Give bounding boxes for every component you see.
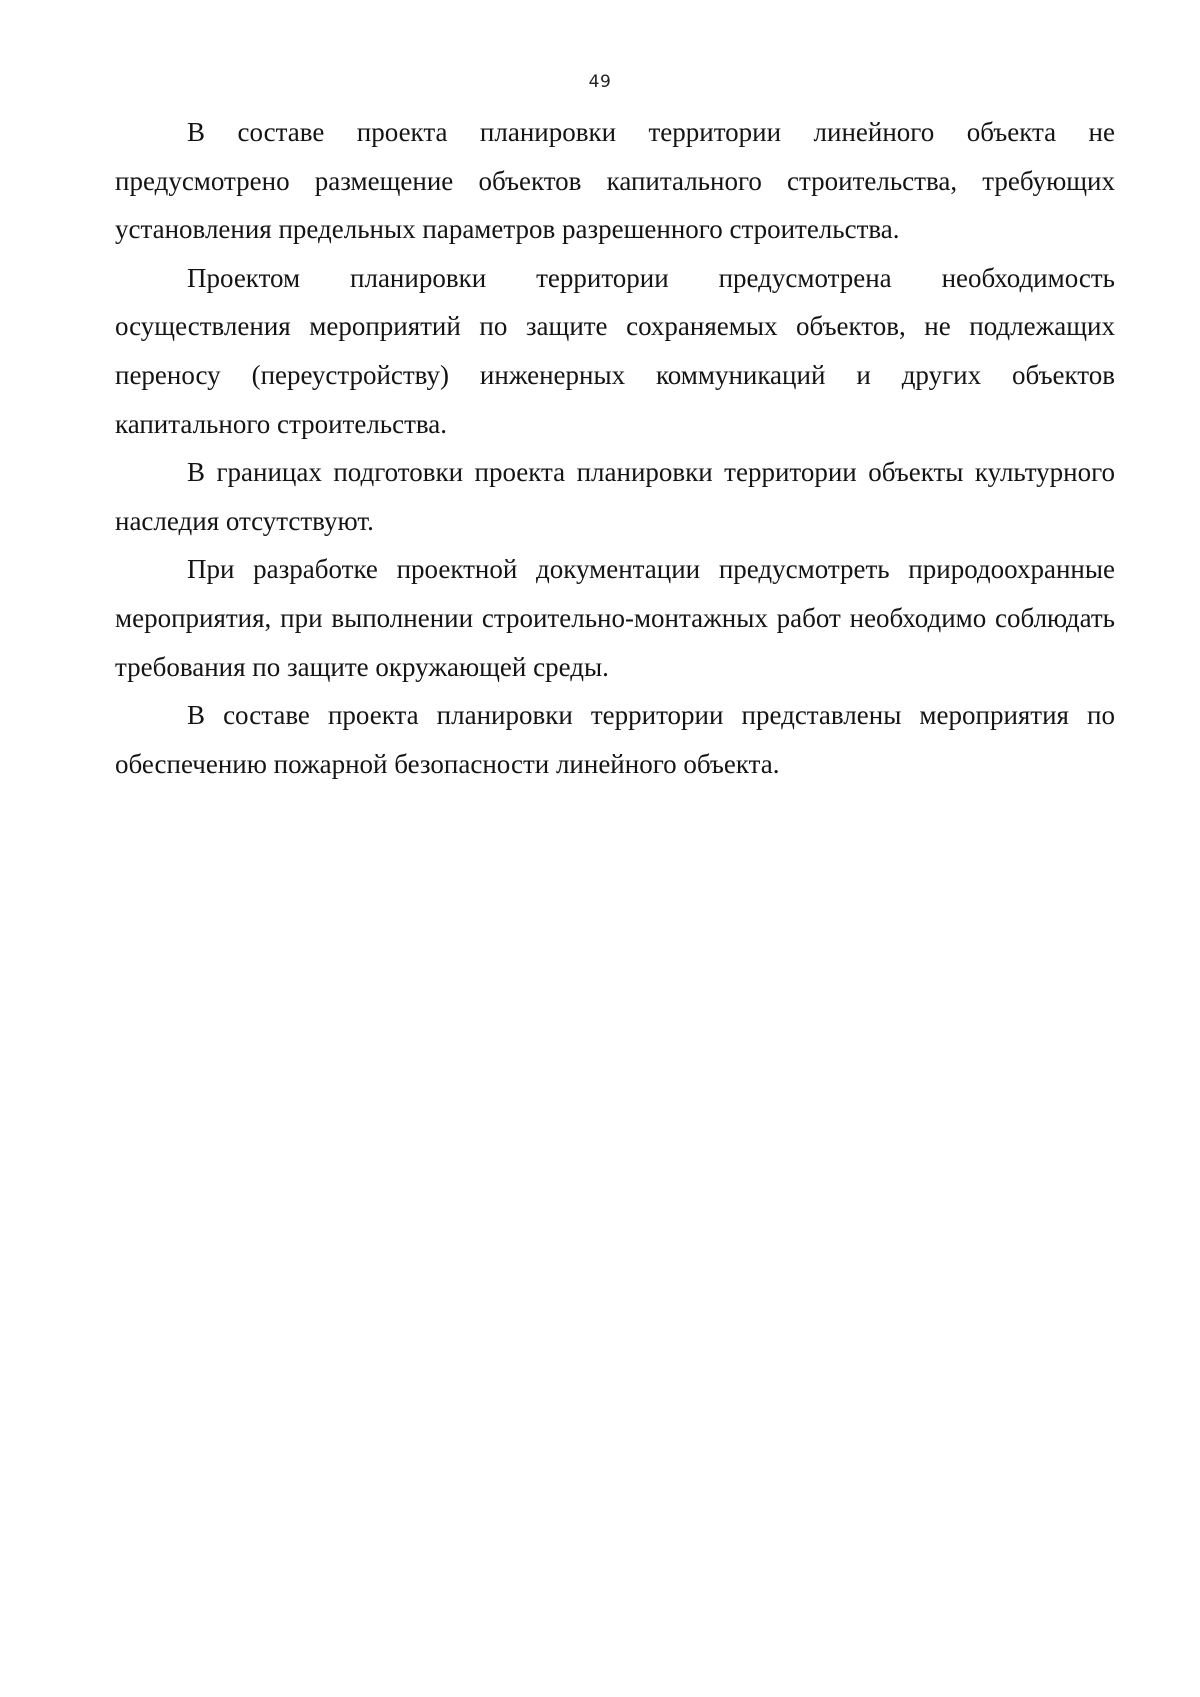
paragraph-protection-measures: Проектом планировки территории предусмотрена необходимость осуществления мероприятий по защите сохраняемых объектов, не подлежащих переносу (переустройству) инженерных коммуникаций и других объектов капитального строительства. — [115, 262, 1115, 439]
paragraph-fire-safety: В составе проекта планировки территории представлены мероприятия по обеспечению пожарной безопасности линейного объекта. — [115, 700, 1115, 779]
paragraph-no-capital-construction: В составе проекта планировки территории линейного объекта не предусмотрено размещение объектов капитального строительства, требующих установления предельных параметров разрешенного строительства. — [115, 117, 1115, 245]
page-number: 49 — [588, 72, 612, 92]
paragraph-environmental-measures: При разработке проектной документации предусмотреть природоохранные мероприятия, при выполнении строительно-монтажных работ необходимо соблюдать требования по защите окружающей среды. — [115, 554, 1115, 682]
paragraph-cultural-heritage: В границах подготовки проекта планировки территории объекты культурного наследия отсутствуют. — [115, 457, 1115, 536]
document-body — [115, 108, 1115, 788]
